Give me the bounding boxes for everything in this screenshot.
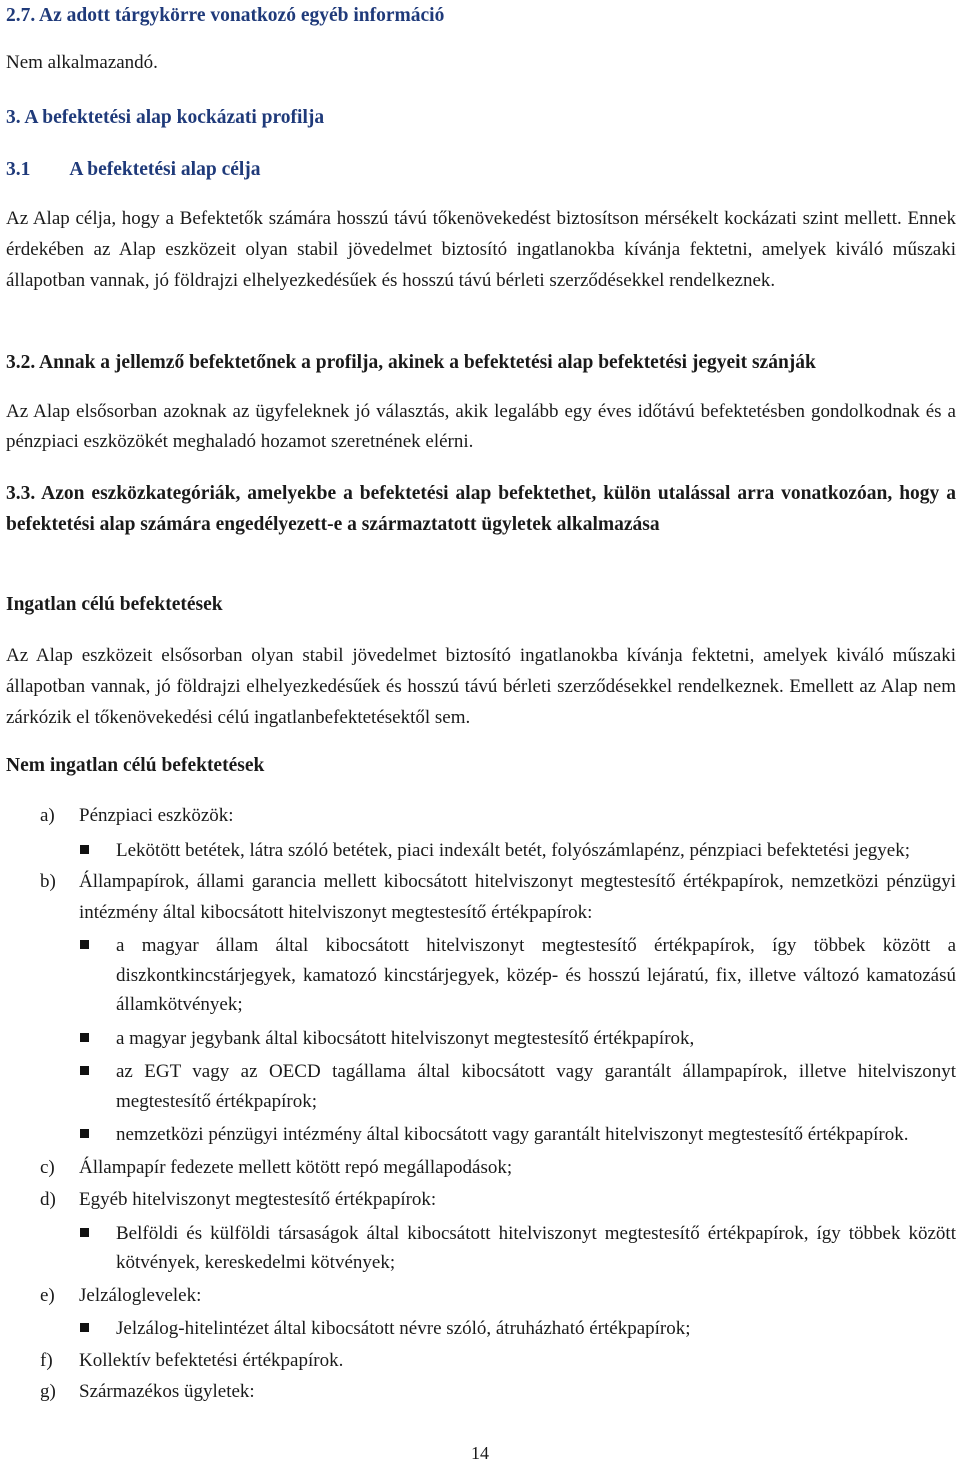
list-item-text: Állampapírok, állami garancia mellett kibocsátott hitelviszonyt megtestesítő értékpapírok, nemzetközi pénzügyi intézmény által kibocsátott hitelviszonyt megtestesítő értékpapírok: — [79, 871, 956, 923]
bullet-text: Belföldi és külföldi társaságok által kibocsátott hitelviszonyt megtestesítő értékpapírok, így többek között kötvények, kereskedelmi kötvények; — [116, 1222, 956, 1273]
section-2-7-heading: 2.7. Az adott tárgykörre vonatkozó egyéb információ — [6, 5, 445, 26]
list-marker: e) — [40, 1284, 55, 1306]
list-marker: c) — [40, 1156, 55, 1178]
list-marker: g) — [40, 1381, 56, 1402]
page-number: 14 — [471, 1443, 489, 1463]
bullet-text: Jelzálog-hitelintézet által kibocsátott névre szóló, átruházható értékpapírok; — [116, 1318, 691, 1339]
asset-list — [0, 801, 960, 1408]
square-bullet-icon — [80, 1066, 89, 1075]
bullet-item — [0, 1219, 960, 1278]
bullet-text: nemzetközi pénzügyi intézmény által kibocsátott vagy garantált hitelviszonyt megtestesítő értékpapírok. — [116, 1124, 909, 1145]
bullet-item — [0, 1314, 960, 1344]
list-item-text: Kollektív befektetési értékpapírok. — [79, 1349, 344, 1371]
list-item-b — [0, 867, 960, 928]
subsection-real-estate-heading: Ingatlan célú befektetések — [6, 594, 223, 615]
subsection-real-estate-text: Az Alap eszközeit elsősorban olyan stabil jövedelmet biztosító ingatlanokba kívánja fektetni, amelyek kiváló műszaki állapotban vannak, jó földrajzi elhelyezkedésűek és hosszú távú bérleti szerződésekkel rendelkeznek. Emellett az Alap nem zárkózik el tőkenövekedési célú ingatlanbefektetésektől sem. — [6, 645, 956, 728]
square-bullet-icon — [80, 845, 89, 854]
section-2-7-text: Nem alkalmazandó. — [6, 52, 158, 73]
list-marker: a) — [40, 805, 55, 826]
bullet-text: a magyar állam által kibocsátott hitelviszonyt megtestesítő értékpapírok, így többek között a diszkontkincstárjegyek, kamatozó kincstárjegyek, közép- és hosszú lejáratú, fix, illetve változó kamatozású államkötvények; — [116, 935, 956, 1015]
square-bullet-icon — [80, 1033, 89, 1042]
bullet-item — [0, 1057, 960, 1116]
section-3-2-text: Az Alap elsősorban azoknak az ügyfeleknek jó választás, akik legalább egy éves időtávú befektetésben gondolkodnak és a pénzpiaci eszközökét meghaladó hozamot szeretnének elérni. — [6, 401, 956, 452]
list-item-a — [0, 801, 960, 832]
bullet-item — [0, 836, 960, 866]
list-item-text: Jelzáloglevelek: — [79, 1284, 202, 1306]
square-bullet-icon — [80, 1323, 89, 1332]
list-marker: d) — [40, 1189, 56, 1210]
list-item-e — [0, 1281, 960, 1312]
subsection-non-real-estate-heading: Nem ingatlan célú befektetések — [6, 755, 265, 776]
bullet-item — [0, 1120, 960, 1150]
list-item-g — [0, 1377, 960, 1408]
list-item-text: Állampapír fedezete mellett kötött repó megállapodások; — [79, 1156, 513, 1178]
list-marker: f) — [40, 1349, 53, 1371]
bullet-item — [0, 1024, 960, 1054]
bullet-text: Lekötött betétek, látra szóló betétek, piaci indexált betét, folyószámlapénz, pénzpiaci befektetési jegyek; — [116, 839, 910, 861]
section-3-3-heading: 3.3. Azon eszközkategóriák, amelyekbe a befektetési alap befektethet, külön utalással arra vonatkozóan, hogy a befektetési alap számára engedélyezett-e a származtatott ügyletek alkalmazása — [6, 483, 956, 535]
list-item-text: Származékos ügyletek: — [79, 1381, 255, 1402]
bullet-text: a magyar jegybank által kibocsátott hitelviszonyt megtestesítő értékpapírok, — [116, 1027, 695, 1049]
list-item-c — [0, 1153, 960, 1184]
list-item-text: Egyéb hitelviszonyt megtestesítő értékpapírok: — [79, 1189, 437, 1210]
square-bullet-icon — [80, 940, 89, 949]
list-item-text: Pénzpiaci eszközök: — [79, 805, 234, 826]
list-item-d — [0, 1185, 960, 1216]
bullet-item — [0, 931, 960, 1020]
list-item-f — [0, 1346, 960, 1377]
list-marker: b) — [40, 871, 56, 892]
section-3-2-heading: 3.2. Annak a jellemző befektetőnek a profilja, akinek a befektetési alap befektetési jegyeit szánják — [6, 352, 816, 373]
section-3-1-heading: 3.1 A befektetési alap célja — [6, 159, 261, 180]
square-bullet-icon — [80, 1129, 89, 1138]
section-3-1-text: Az Alap célja, hogy a Befektetők számára hosszú távú tőkenövekedést biztosítson mérsékelt kockázati szint mellett. Ennek érdekében az Alap eszközeit olyan stabil jövedelmet biztosító ingatlanokba kívánja fektetni, amelyek kiváló műszaki állapotban vannak, jó földrajzi elhelyezkedésűek és hosszú távú bérleti szerződésekkel rendelkeznek. — [6, 208, 956, 291]
square-bullet-icon — [80, 1228, 89, 1237]
section-3-heading: 3. A befektetési alap kockázati profilja — [6, 107, 325, 128]
bullet-text: az EGT vagy az OECD tagállama által kibocsátott vagy garantált állampapírok, illetve hitelviszonyt megtestesítő értékpapírok; — [116, 1061, 956, 1112]
